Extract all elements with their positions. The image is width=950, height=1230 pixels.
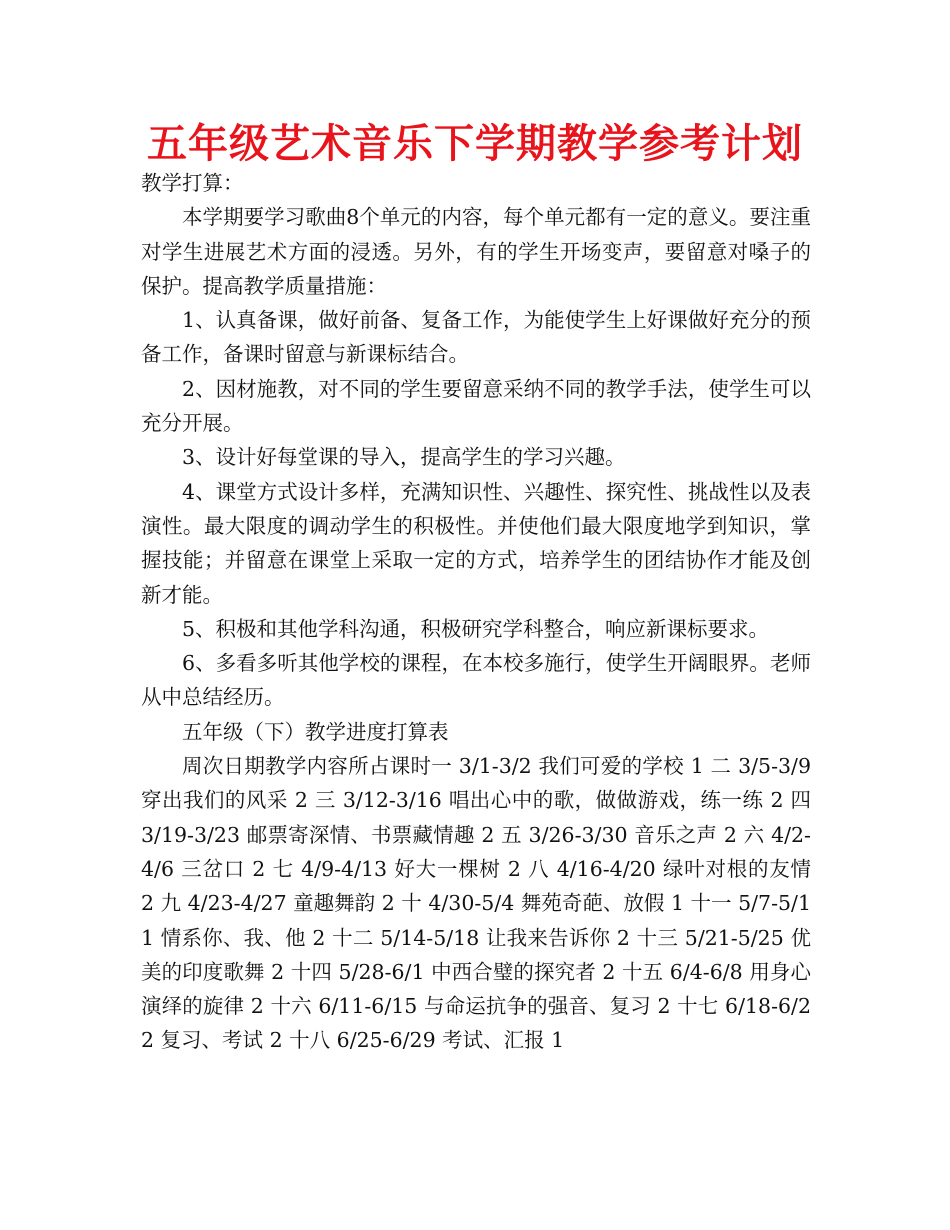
measure-item-5: 5、积极和其他学科沟通，积极研究学科整合，响应新课标要求。 [182,616,770,641]
measure-item-6: 6、多看多听其他学校的课程，在本校多施行，使学生开阔眼界。老师从中总结经历。 [141,651,811,710]
measure-item-1: 1、认真备课，做好前备、复备工作，为能使学生上好课做好充分的预备工作，备课时留意与新课标结合。 [141,308,811,367]
section-heading: 教学打算： [141,171,244,195]
measure-item-2: 2、因材施教，对不同的学生要留意采纳不同的教学手法，使学生可以充分开展。 [141,376,811,436]
document-body [141,166,811,1058]
schedule-title: 五年级（下）教学进度打算表 [182,719,449,744]
measure-item-4: 4、课堂方式设计多样，充满知识性、兴趣性、探究性、挑战性以及表演性。最大限度的调动学生的积极性。并使他们最大限度地学到知识，掌握技能；并留意在课堂上采取一定的方式，培养学生的团结协作才能及创新才能。 [141,479,811,607]
document-title: 五年级艺术音乐下学期教学参考计划 [147,121,803,167]
schedule-paragraph: 周次日期教学内容所占课时一 3/1-3/2 我们可爱的学校 1 二 3/5-3/9 穿出我们的风采 2 三 3/12-3/16 唱出心中的歌，做做游戏，练一练 2 四 3/19-3/23 邮票寄深情、书票藏情趣 2 五 3/26-3/30 音乐之声 2 六 4/2-4/6 三岔口 2 七 4/9-4/13 好大一棵树 2 八 4/16-4/20 绿叶对根的友情 2 九 4/23-4/27 童趣舞韵 2 十 4/30-5/4 舞苑奇葩、放假 1 十一 5/7-5/11 情系你、我、他 2 十二 5/14-5/18 让我来告诉你 2 十三 5/21-5/25 优美的印度歌舞 2 十四 5/28-6/1 中西合璧的探究者 2 十五 6/4-6/8 用身心演绎的旋律 2 十六 6/11-6/15 与命运抗争的强音、复习 2 十七 6/18-6/22 复习、考试 2 十八 6/25-6/29 考试、汇报 1 [141,754,811,1053]
measure-item-3: 3、设计好每堂课的导入，提高学生的学习兴趣。 [182,445,626,470]
intro-paragraph: 本学期要学习歌曲8个单元的内容，每个单元都有一定的意义。要注重对学生进展艺术方面的浸透。另外，有的学生开场变声，要留意对嗓子的保护。提高教学质量措施： [141,205,811,298]
